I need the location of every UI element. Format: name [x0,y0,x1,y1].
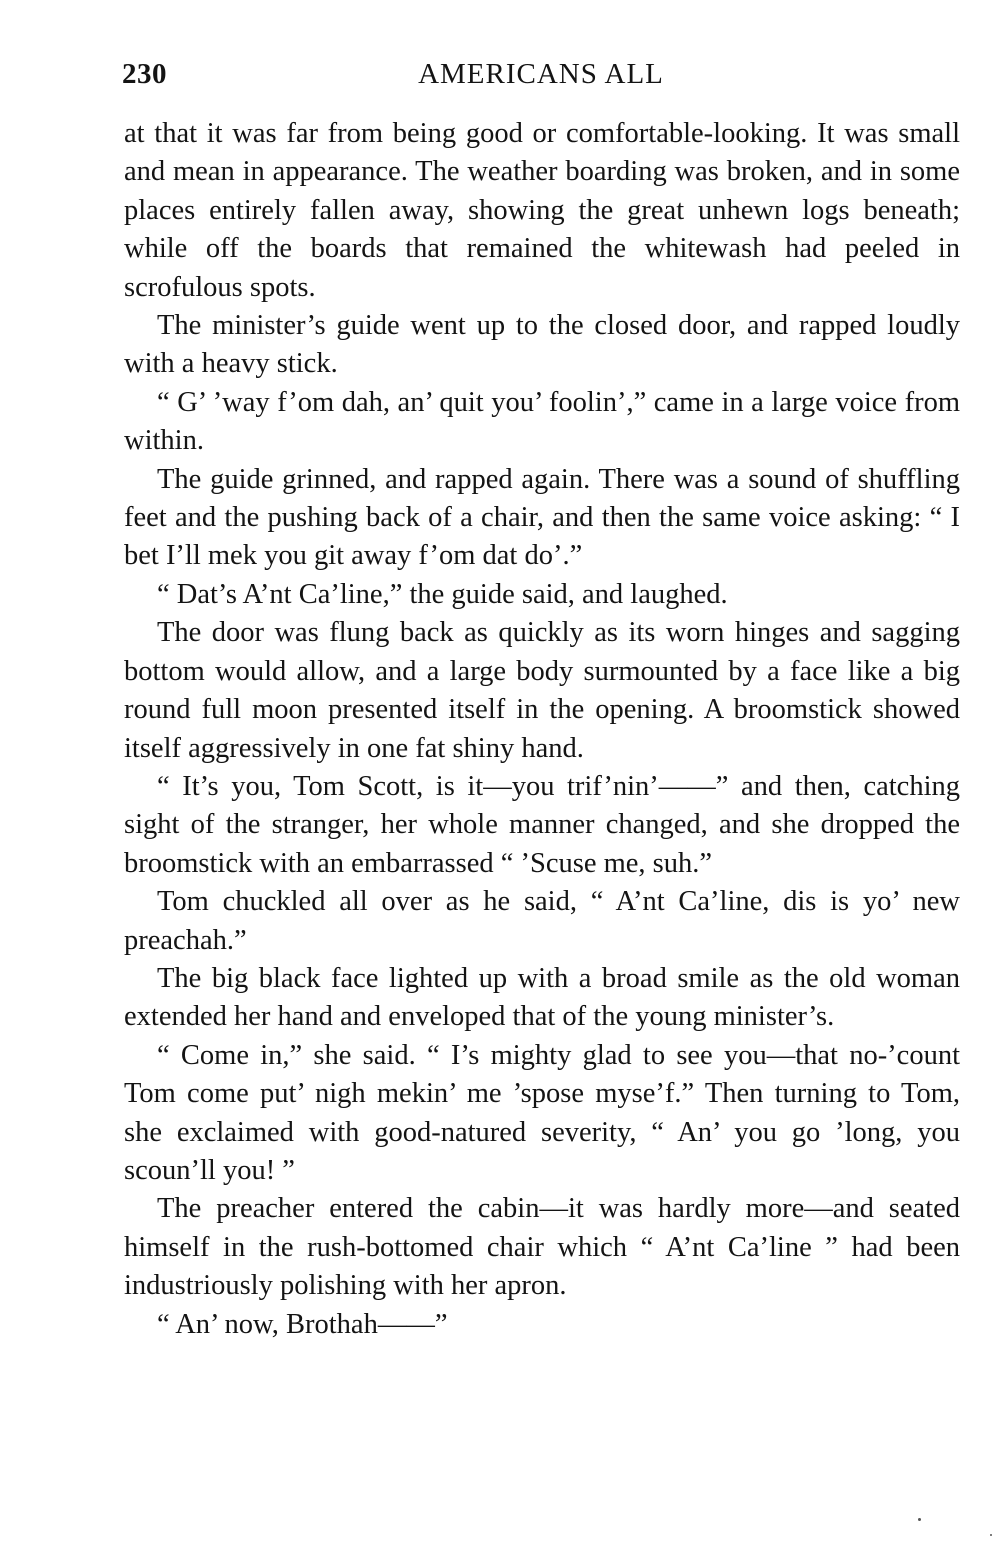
print-speck [990,1534,992,1536]
paragraph: The door was flung back as quickly as its worn hinges and sagging bottom would allow, and a large body surmounted by a face like a big round full moon presented itself in the opening. A broomstick showed itself aggressively in one fat shiny hand. [124,617,960,764]
paragraph: “ Dat’s A’nt Ca’line,” the guide said, and laughed. [157,578,728,610]
paragraph: “ G’ ’way f’om dah, an’ quit you’ foolin’,” came in a large voice from within. [124,386,960,457]
page-number: 230 [122,58,167,90]
paragraph: “ It’s you, Tom Scott, is it—you trif’nin’——” and then, catching sight of the stranger, her whole manner changed, and she dropped the broomstick with an embarrassed “ ’Scuse me, suh.” [124,770,960,879]
paragraph-continuation: at that it was far from being good or comfortable-looking. It was small and mean in appearance. The weather boarding was broken, and in some places entirely fallen away, showing the great unhewn logs beneath; while off the boards that remained the whitewash had peeled in scrofulous spots. [124,118,960,303]
paragraph: The preacher entered the cabin—it was hardly more—and seated himself in the rush-bottomed chair which “ A’nt Ca’line ” had been industriously polishing with her apron. [124,1193,960,1302]
page-header [122,58,960,98]
paragraph: Tom chuckled all over as he said, “ A’nt Ca’line, dis is yo’ new preachah.” [124,886,960,956]
paragraph: “ An’ now, Brothah——” [157,1308,448,1340]
paragraph: The big black face lighted up with a broad smile as the old woman extended her hand and enveloped that of the young minister’s. [124,962,960,1033]
body-text [124,115,960,1344]
paragraph: The minister’s guide went up to the closed door, and rapped loudly with a heavy stick. [124,310,960,380]
paragraph: The guide grinned, and rapped again. There was a sound of shuffling feet and the pushing back of a chair, and then the same voice asking: “ I bet I’ll mek you git away f’om dat do’.” [124,463,960,572]
paragraph: “ Come in,” she said. “ I’s mighty glad to see you—that no-’count Tom come put’ nigh mekin’ me ’spose myse’f.” Then turning to Tom, she exclaimed with good-natured severity, “ An’ you go ’long, you scoun’ll you! ” [124,1039,960,1186]
running-title: AMERICANS ALL [418,58,664,90]
print-speck [918,1518,921,1521]
